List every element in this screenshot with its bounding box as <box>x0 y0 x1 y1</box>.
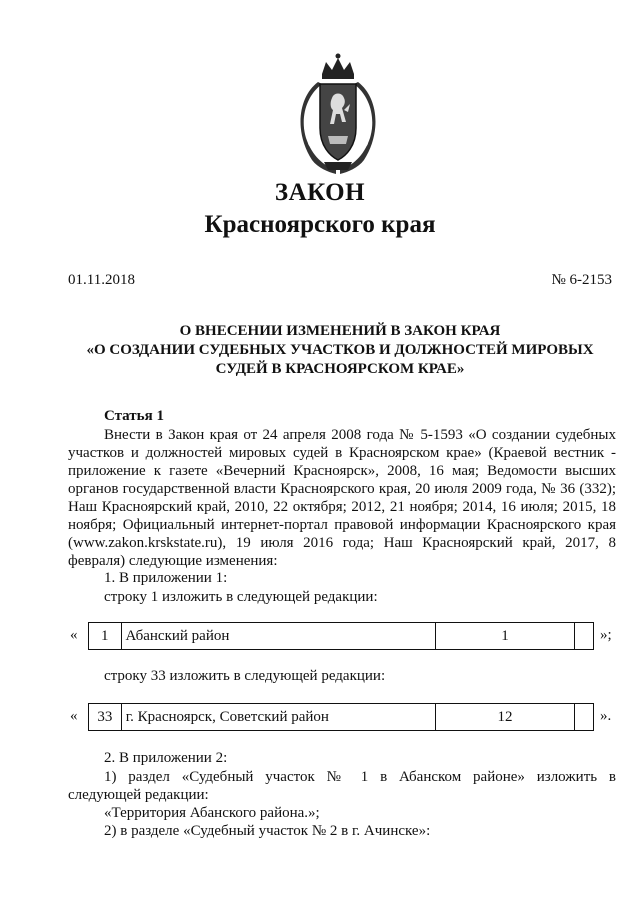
table-row <box>88 703 594 731</box>
heading-line: О ВНЕСЕНИИ ИЗМЕНЕНИЙ В ЗАКОН КРАЯ <box>179 323 501 339</box>
quote-close: ». <box>600 708 612 724</box>
law-title: ЗАКОН <box>274 179 366 206</box>
table-cell-number: 33 <box>89 704 122 731</box>
item-1-text: 1. В приложении 1: <box>104 570 228 586</box>
quote-open: « <box>70 627 78 643</box>
table-cell-count: 1 <box>435 623 575 650</box>
article-title: Статья 1 <box>104 408 164 424</box>
article-intro-paragraph: Внести в Закон края от 24 апреля 2008 года № 5-1593 «О создании судебных участков и должностей мировых судей в Красноярском крае» (Краевой вестник - приложение к газете «Вечерний Красноярск», 2008, 16 мая; Ведомости высших органов государственной власти Красноярского края, 20 июля 2009 года, № 36 (332); Наш Красноярский край, 2010, 22 октября; 2012, 21 ноября; 2014, 16 июля; 2015, 18 ноября; Официальный интернет-портал правовой информации Красноярского края (www.zakon.krskstate.ru), 19 июля 2016 года; Наш Красноярский край, 2017, 8 февраля) следующие изменения: <box>68 427 616 569</box>
table-cell-count: 12 <box>435 704 574 731</box>
law-date: 01.11.2018 <box>68 272 135 288</box>
row-1-intro: строку 1 изложить в следующей редакции: <box>104 589 378 605</box>
law-number: № 6-2153 <box>551 272 612 288</box>
table-cell-empty <box>575 704 594 731</box>
law-subtitle: Красноярского края <box>204 211 436 238</box>
table-cell-name: Абанский район <box>121 623 435 650</box>
quote-open: « <box>70 708 78 724</box>
subitem-1-line: 1) раздел «Судебный участок № 1 в Абанском районе» изложить в <box>104 769 616 785</box>
subitem-2-text: 2) в разделе «Судебный участок № 2 в г. Ачинске»: <box>104 823 431 839</box>
quote-close: »; <box>600 627 612 643</box>
subitem-1-quote: «Территория Абанского района.»; <box>104 805 320 821</box>
coat-of-arms-emblem <box>288 52 388 178</box>
table-row <box>88 622 594 650</box>
table-cell-empty <box>575 623 594 650</box>
law-heading <box>60 322 620 379</box>
row-33-intro: строку 33 изложить в следующей редакции: <box>104 668 386 684</box>
table-cell-number: 1 <box>89 623 122 650</box>
item-2-text: 2. В приложении 2: <box>104 750 228 766</box>
heading-line: «О СОЗДАНИИ СУДЕБНЫХ УЧАСТКОВ И ДОЛЖНОСТЕЙ МИРОВЫХ <box>86 342 594 358</box>
heading-line: СУДЕЙ В КРАСНОЯРСКОМ КРАЕ» <box>215 361 465 377</box>
subitem-1-continuation: следующей редакции: <box>68 787 209 803</box>
table-cell-name: г. Красноярск, Советский район <box>121 704 435 731</box>
